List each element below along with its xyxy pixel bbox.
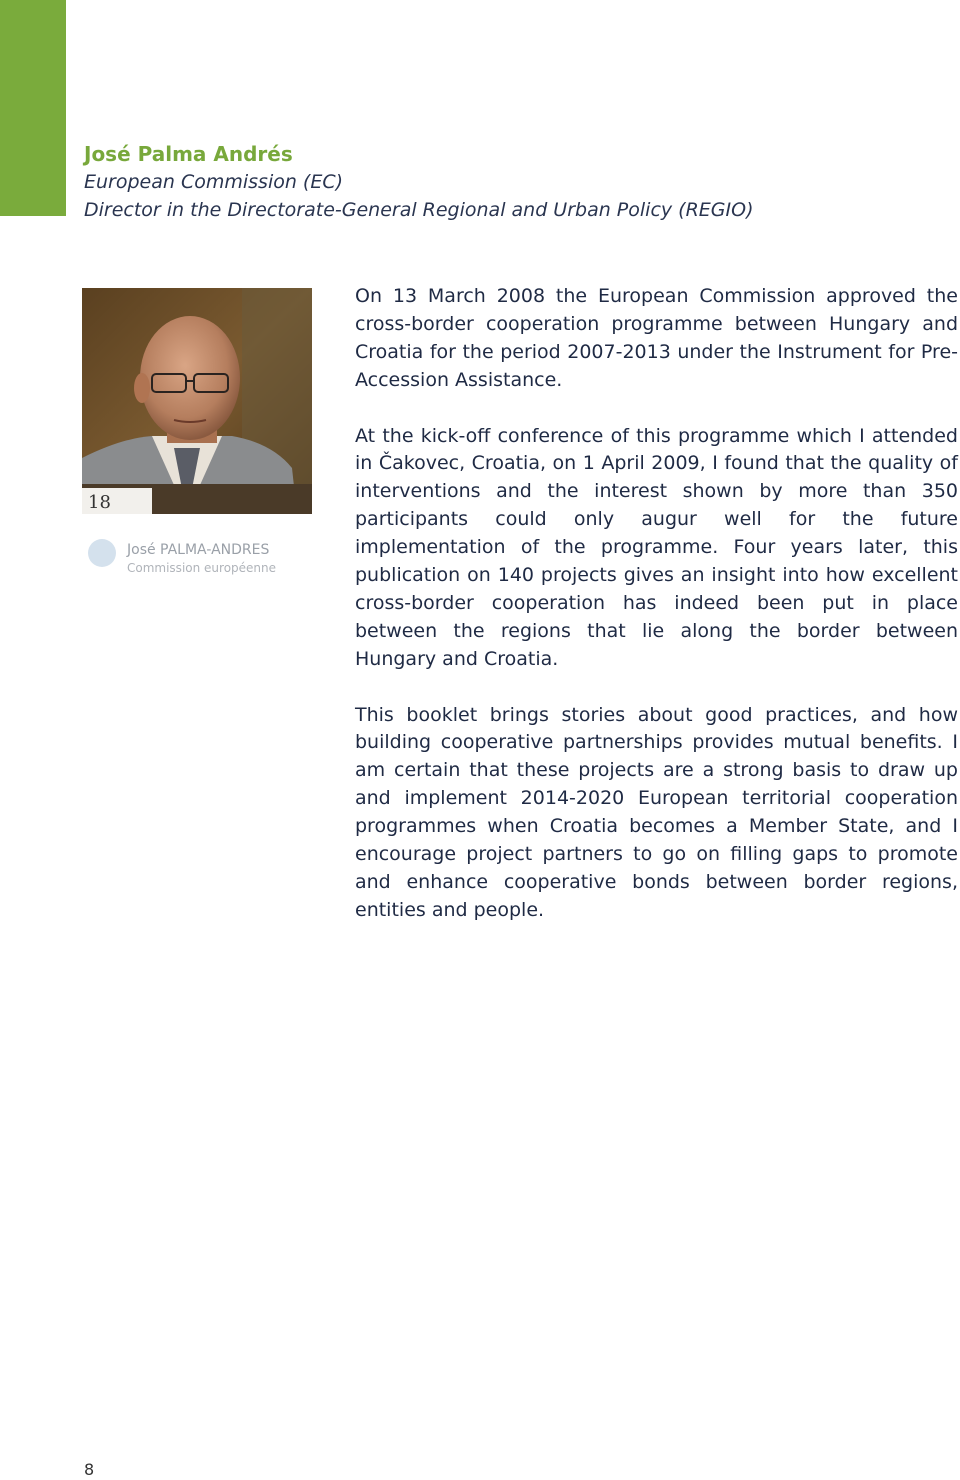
nameplate-name: José PALMA-ANDRES: [127, 542, 270, 558]
author-organisation: European Commission (EC): [84, 171, 344, 193]
body-text: [355, 283, 958, 953]
nameplate-org: Commission européenne: [127, 561, 277, 575]
author-header: [84, 140, 844, 224]
author-photo: [82, 288, 312, 594]
green-accent-bar: [0, 0, 66, 216]
emblem-icon: [88, 539, 116, 567]
nameplate-number: 18: [88, 492, 111, 513]
author-position: Director in the Directorate-General Regional and Urban Policy (REGIO): [84, 199, 754, 221]
paragraph: On 13 March 2008 the European Commission approved the cross-border cooperation programme between Hungary and Croatia for the period 2007-2013 under the Instrument for Pre-Accession Assistance.: [355, 285, 958, 391]
paragraph: At the kick-off conference of this programme which I attended in Čakovec, Croatia, on 1 April 2009, I found that the quality of interventions and the interest shown by more than 350 participants could only augur well for the future implementation of the programme. Four years later, this publication on 140 projects gives an insight into how excellent cross-border cooperation has indeed been put in place between the regions that lie along the border between Hungary and Croatia.: [355, 424, 958, 670]
paragraph: This booklet brings stories about good practices, and how building cooperative partnerships provides mutual benefits. I am certain that these projects are a strong basis to draw up and implement 2014-2020 European territorial cooperation programmes when Croatia becomes a Member State, and I encourage project partners to go on filling gaps to promote and enhance cooperative bonds between border regions, entities and people.: [355, 703, 958, 921]
author-name: José Palma Andrés: [84, 142, 293, 166]
page-number: 8: [84, 1460, 95, 1479]
